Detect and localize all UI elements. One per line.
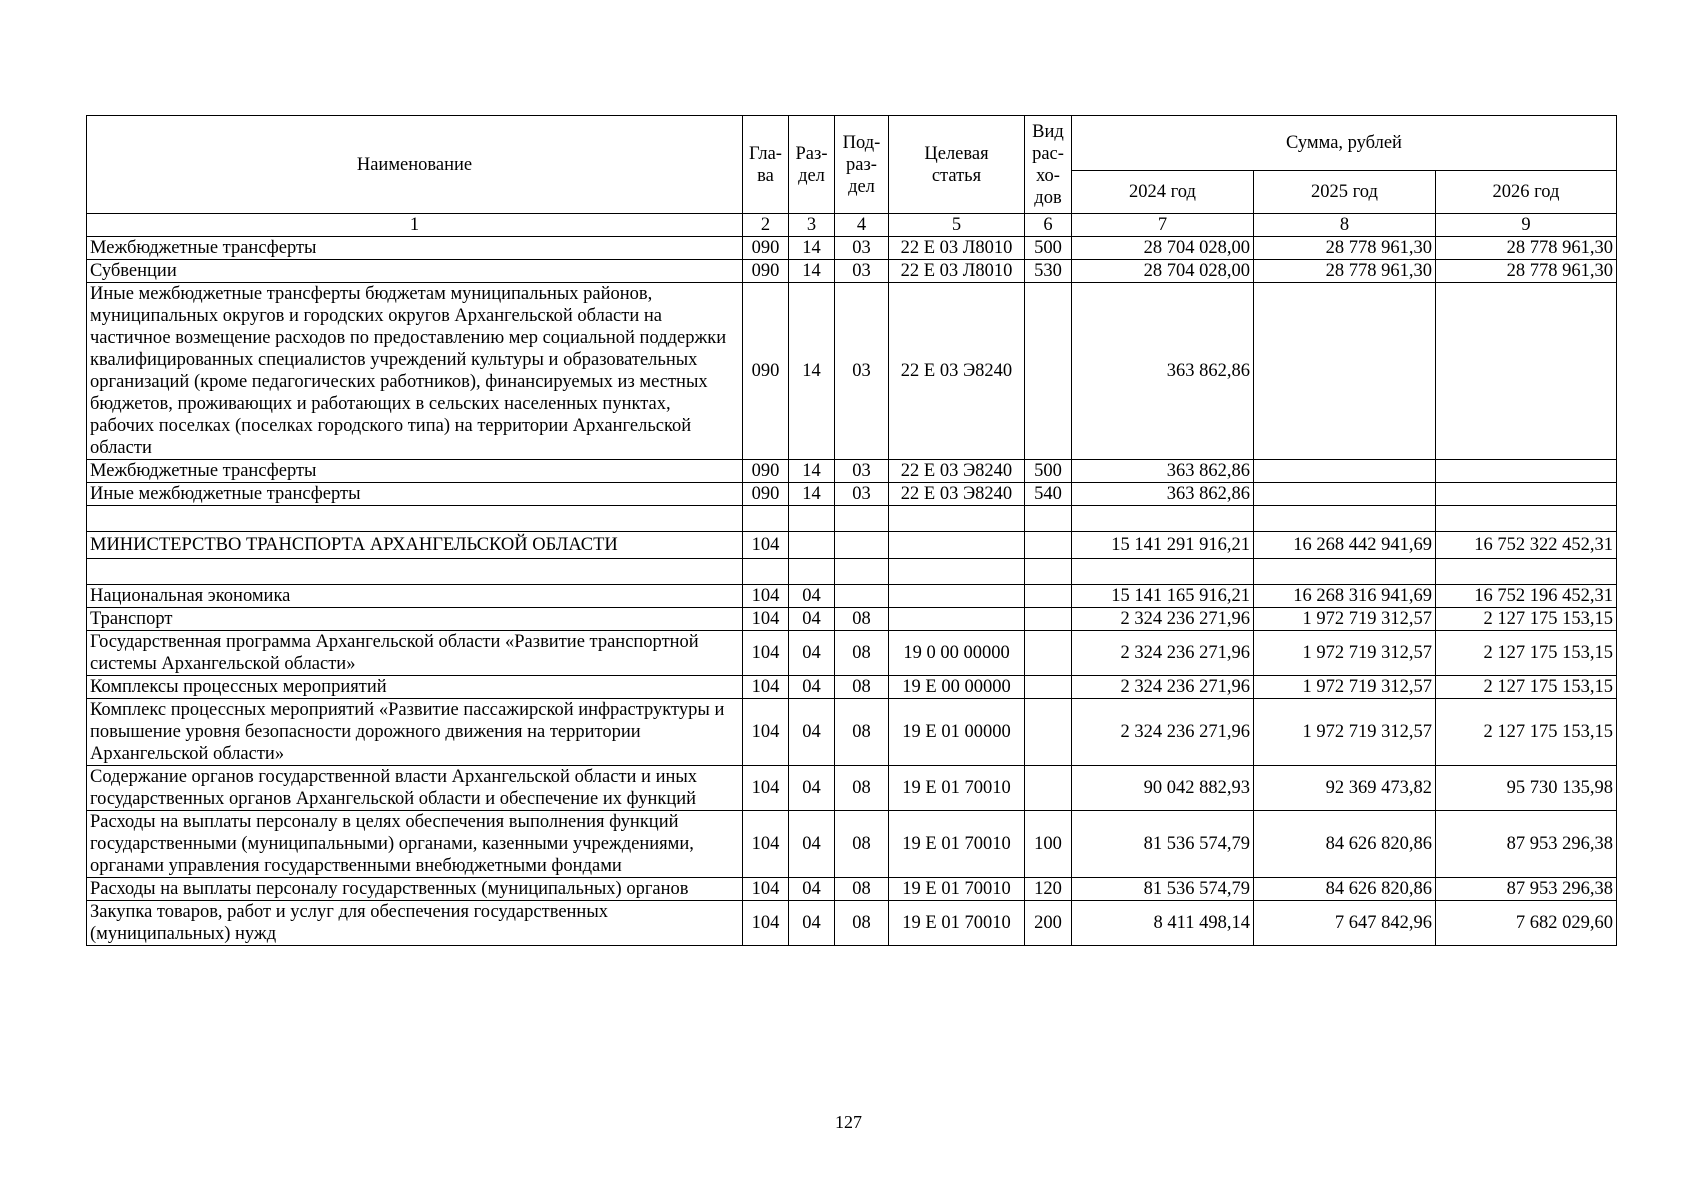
- razdel-cell: [789, 506, 835, 532]
- name-cell: Национальная экономика: [87, 585, 743, 608]
- table-row: [87, 901, 1617, 946]
- name-cell: Транспорт: [87, 608, 743, 631]
- sum-2024-cell: 81 536 574,79: [1072, 878, 1254, 901]
- sum-2024-cell: [1072, 506, 1254, 532]
- podrazdel-cell: 03: [835, 237, 889, 260]
- celevaya-cell: [889, 532, 1025, 559]
- sum-2025-cell: [1254, 283, 1436, 460]
- name-cell: Расходы на выплаты персоналу государственных (муниципальных) органов: [87, 878, 743, 901]
- table-row: [87, 608, 1617, 631]
- sum-2026-cell: [1436, 559, 1617, 585]
- razdel-cell: 04: [789, 608, 835, 631]
- razdel-cell: 14: [789, 260, 835, 283]
- sum-2025-cell: 16 268 316 941,69: [1254, 585, 1436, 608]
- glava-cell: 104: [743, 631, 789, 676]
- vid-cell: [1025, 559, 1072, 585]
- sum-2026-cell: 28 778 961,30: [1436, 237, 1617, 260]
- table-row: [87, 237, 1617, 260]
- podrazdel-cell: [835, 506, 889, 532]
- sum-2025-cell: [1254, 460, 1436, 483]
- razdel-cell: 04: [789, 676, 835, 699]
- sum-2026-cell: 95 730 135,98: [1436, 766, 1617, 811]
- sum-2025-cell: 92 369 473,82: [1254, 766, 1436, 811]
- glava-cell: 090: [743, 237, 789, 260]
- razdel-cell: 04: [789, 811, 835, 878]
- glava-cell: 090: [743, 260, 789, 283]
- sum-2026-cell: 2 127 175 153,15: [1436, 676, 1617, 699]
- celevaya-cell: 19 Е 01 70010: [889, 901, 1025, 946]
- table-row: [87, 532, 1617, 559]
- sum-2026-cell: 7 682 029,60: [1436, 901, 1617, 946]
- podrazdel-cell: [835, 532, 889, 559]
- vid-cell: [1025, 283, 1072, 460]
- column-number: 3: [789, 214, 835, 237]
- celevaya-cell: [889, 506, 1025, 532]
- name-cell: Расходы на выплаты персоналу в целях обеспечения выполнения функций государственными (муниципальными) органами, казенными учреждениями, органами управления государственными внебюджетными фондами: [87, 811, 743, 878]
- glava-cell: 104: [743, 699, 789, 766]
- table-row: [87, 506, 1617, 532]
- glava-cell: 104: [743, 766, 789, 811]
- budget-table: [86, 115, 1617, 946]
- sum-2025-cell: 1 972 719 312,57: [1254, 631, 1436, 676]
- sum-2026-cell: 28 778 961,30: [1436, 260, 1617, 283]
- name-cell: Закупка товаров, работ и услуг для обеспечения государственных (муниципальных) нужд: [87, 901, 743, 946]
- sum-2025-cell: [1254, 506, 1436, 532]
- name-cell: [87, 506, 743, 532]
- sum-2024-cell: 15 141 165 916,21: [1072, 585, 1254, 608]
- sum-2025-cell: [1254, 559, 1436, 585]
- name-cell: Субвенции: [87, 260, 743, 283]
- sum-2025-cell: 16 268 442 941,69: [1254, 532, 1436, 559]
- column-number: 6: [1025, 214, 1072, 237]
- sum-2024-cell: 2 324 236 271,96: [1072, 699, 1254, 766]
- sum-2024-cell: 90 042 882,93: [1072, 766, 1254, 811]
- podrazdel-cell: 03: [835, 283, 889, 460]
- vid-cell: [1025, 532, 1072, 559]
- sum-2026-cell: [1436, 483, 1617, 506]
- podrazdel-cell: 08: [835, 676, 889, 699]
- celevaya-cell: 22 Е 03 Э8240: [889, 460, 1025, 483]
- name-cell: Иные межбюджетные трансферты бюджетам муниципальных районов, муниципальных округов и городских округов Архангельской области на частичное возмещение расходов по предоставлению мер социальной поддержки квалифицированных специалистов учреждений культуры и образовательных организаций (кроме педагогических работников), финансируемых из местных бюджетов, проживающих и работающих в сельских населенных пунктах, рабочих поселках (поселках городского типа) на территории Архангельской области: [87, 283, 743, 460]
- sum-2024-cell: 28 704 028,00: [1072, 260, 1254, 283]
- glava-cell: 090: [743, 283, 789, 460]
- celevaya-cell: 19 Е 01 70010: [889, 878, 1025, 901]
- sum-2024-cell: 363 862,86: [1072, 460, 1254, 483]
- podrazdel-cell: 08: [835, 608, 889, 631]
- name-cell: МИНИСТЕРСТВО ТРАНСПОРТА АРХАНГЕЛЬСКОЙ ОБЛАСТИ: [87, 532, 743, 559]
- celevaya-cell: [889, 559, 1025, 585]
- sum-2025-cell: [1254, 483, 1436, 506]
- table-row: [87, 699, 1617, 766]
- glava-cell: 104: [743, 585, 789, 608]
- name-cell: Межбюджетные трансферты: [87, 460, 743, 483]
- glava-cell: 090: [743, 483, 789, 506]
- vid-cell: [1025, 506, 1072, 532]
- vid-cell: 120: [1025, 878, 1072, 901]
- header-summa: Сумма, рублей: [1072, 116, 1617, 171]
- column-number: 4: [835, 214, 889, 237]
- header-vid: Вид рас- хо- дов: [1025, 116, 1072, 214]
- podrazdel-cell: 03: [835, 260, 889, 283]
- sum-2024-cell: [1072, 559, 1254, 585]
- vid-cell: 540: [1025, 483, 1072, 506]
- column-number-row: [87, 214, 1617, 237]
- sum-2025-cell: 28 778 961,30: [1254, 260, 1436, 283]
- column-number: 9: [1436, 214, 1617, 237]
- sum-2026-cell: 87 953 296,38: [1436, 811, 1617, 878]
- vid-cell: [1025, 766, 1072, 811]
- vid-cell: [1025, 631, 1072, 676]
- glava-cell: 104: [743, 811, 789, 878]
- header-2026: 2026 год: [1436, 171, 1617, 214]
- podrazdel-cell: 08: [835, 699, 889, 766]
- celevaya-cell: 22 Е 03 Э8240: [889, 283, 1025, 460]
- glava-cell: [743, 506, 789, 532]
- sum-2025-cell: 1 972 719 312,57: [1254, 676, 1436, 699]
- column-number: 1: [87, 214, 743, 237]
- celevaya-cell: 19 Е 01 70010: [889, 766, 1025, 811]
- razdel-cell: 14: [789, 483, 835, 506]
- header-razdel: Раз- дел: [789, 116, 835, 214]
- razdel-cell: 04: [789, 878, 835, 901]
- glava-cell: 104: [743, 676, 789, 699]
- podrazdel-cell: 08: [835, 878, 889, 901]
- sum-2024-cell: 28 704 028,00: [1072, 237, 1254, 260]
- razdel-cell: 04: [789, 901, 835, 946]
- glava-cell: 104: [743, 608, 789, 631]
- table-row: [87, 878, 1617, 901]
- sum-2024-cell: 363 862,86: [1072, 483, 1254, 506]
- vid-cell: [1025, 676, 1072, 699]
- table-row: [87, 483, 1617, 506]
- sum-2026-cell: 2 127 175 153,15: [1436, 608, 1617, 631]
- sum-2024-cell: 363 862,86: [1072, 283, 1254, 460]
- vid-cell: 530: [1025, 260, 1072, 283]
- celevaya-cell: 19 0 00 00000: [889, 631, 1025, 676]
- sum-2026-cell: 87 953 296,38: [1436, 878, 1617, 901]
- name-cell: [87, 559, 743, 585]
- header-2025: 2025 год: [1254, 171, 1436, 214]
- podrazdel-cell: 03: [835, 483, 889, 506]
- sum-2026-cell: [1436, 460, 1617, 483]
- table-row: [87, 559, 1617, 585]
- table-row: [87, 631, 1617, 676]
- glava-cell: [743, 559, 789, 585]
- sum-2025-cell: 1 972 719 312,57: [1254, 699, 1436, 766]
- celevaya-cell: 19 Е 00 00000: [889, 676, 1025, 699]
- table-row: [87, 676, 1617, 699]
- sum-2024-cell: 2 324 236 271,96: [1072, 631, 1254, 676]
- glava-cell: 090: [743, 460, 789, 483]
- name-cell: Государственная программа Архангельской области «Развитие транспортной системы Архангельской области»: [87, 631, 743, 676]
- column-number: 2: [743, 214, 789, 237]
- vid-cell: 500: [1025, 460, 1072, 483]
- celevaya-cell: [889, 585, 1025, 608]
- sum-2025-cell: 84 626 820,86: [1254, 811, 1436, 878]
- sum-2025-cell: 7 647 842,96: [1254, 901, 1436, 946]
- name-cell: Комплексы процессных мероприятий: [87, 676, 743, 699]
- sum-2026-cell: [1436, 283, 1617, 460]
- header-podrazdel: Под- раз- дел: [835, 116, 889, 214]
- podrazdel-cell: [835, 559, 889, 585]
- podrazdel-cell: 08: [835, 901, 889, 946]
- podrazdel-cell: 08: [835, 766, 889, 811]
- sum-2024-cell: 81 536 574,79: [1072, 811, 1254, 878]
- name-cell: Иные межбюджетные трансферты: [87, 483, 743, 506]
- podrazdel-cell: [835, 585, 889, 608]
- celevaya-cell: 22 Е 03 Л8010: [889, 260, 1025, 283]
- sum-2026-cell: 16 752 196 452,31: [1436, 585, 1617, 608]
- razdel-cell: 14: [789, 460, 835, 483]
- vid-cell: 100: [1025, 811, 1072, 878]
- celevaya-cell: 19 Е 01 70010: [889, 811, 1025, 878]
- column-number: 8: [1254, 214, 1436, 237]
- name-cell: Комплекс процессных мероприятий «Развитие пассажирской инфраструктуры и повышение уровня безопасности дорожного движения на территории Архангельской области»: [87, 699, 743, 766]
- sum-2024-cell: 2 324 236 271,96: [1072, 676, 1254, 699]
- razdel-cell: 14: [789, 237, 835, 260]
- table-row: [87, 811, 1617, 878]
- sum-2024-cell: 8 411 498,14: [1072, 901, 1254, 946]
- razdel-cell: 04: [789, 631, 835, 676]
- razdel-cell: [789, 532, 835, 559]
- vid-cell: [1025, 608, 1072, 631]
- razdel-cell: 04: [789, 585, 835, 608]
- table-row: [87, 260, 1617, 283]
- celevaya-cell: 19 Е 01 00000: [889, 699, 1025, 766]
- sum-2024-cell: 2 324 236 271,96: [1072, 608, 1254, 631]
- razdel-cell: 04: [789, 766, 835, 811]
- glava-cell: 104: [743, 901, 789, 946]
- vid-cell: 200: [1025, 901, 1072, 946]
- podrazdel-cell: 08: [835, 631, 889, 676]
- header-2024: 2024 год: [1072, 171, 1254, 214]
- glava-cell: 104: [743, 878, 789, 901]
- sum-2024-cell: 15 141 291 916,21: [1072, 532, 1254, 559]
- page-number: 127: [835, 1112, 862, 1132]
- header-name: Наименование: [87, 116, 743, 214]
- sum-2025-cell: 84 626 820,86: [1254, 878, 1436, 901]
- column-number: 5: [889, 214, 1025, 237]
- sum-2026-cell: 2 127 175 153,15: [1436, 699, 1617, 766]
- table-row: [87, 585, 1617, 608]
- razdel-cell: [789, 559, 835, 585]
- column-number: 7: [1072, 214, 1254, 237]
- table-row: [87, 460, 1617, 483]
- podrazdel-cell: 08: [835, 811, 889, 878]
- celevaya-cell: [889, 608, 1025, 631]
- name-cell: Межбюджетные трансферты: [87, 237, 743, 260]
- table-row: [87, 283, 1617, 460]
- razdel-cell: 04: [789, 699, 835, 766]
- sum-2026-cell: 16 752 322 452,31: [1436, 532, 1617, 559]
- glava-cell: 104: [743, 532, 789, 559]
- celevaya-cell: 22 Е 03 Л8010: [889, 237, 1025, 260]
- sum-2026-cell: [1436, 506, 1617, 532]
- celevaya-cell: 22 Е 03 Э8240: [889, 483, 1025, 506]
- header-glava: Гла- ва: [743, 116, 789, 214]
- podrazdel-cell: 03: [835, 460, 889, 483]
- vid-cell: 500: [1025, 237, 1072, 260]
- name-cell: Содержание органов государственной власти Архангельской области и иных государственных органов Архангельской области и обеспечение их функций: [87, 766, 743, 811]
- sum-2025-cell: 28 778 961,30: [1254, 237, 1436, 260]
- sum-2025-cell: 1 972 719 312,57: [1254, 608, 1436, 631]
- vid-cell: [1025, 699, 1072, 766]
- header-celevaya: Целевая статья: [889, 116, 1025, 214]
- table-row: [87, 766, 1617, 811]
- razdel-cell: 14: [789, 283, 835, 460]
- sum-2026-cell: 2 127 175 153,15: [1436, 631, 1617, 676]
- vid-cell: [1025, 585, 1072, 608]
